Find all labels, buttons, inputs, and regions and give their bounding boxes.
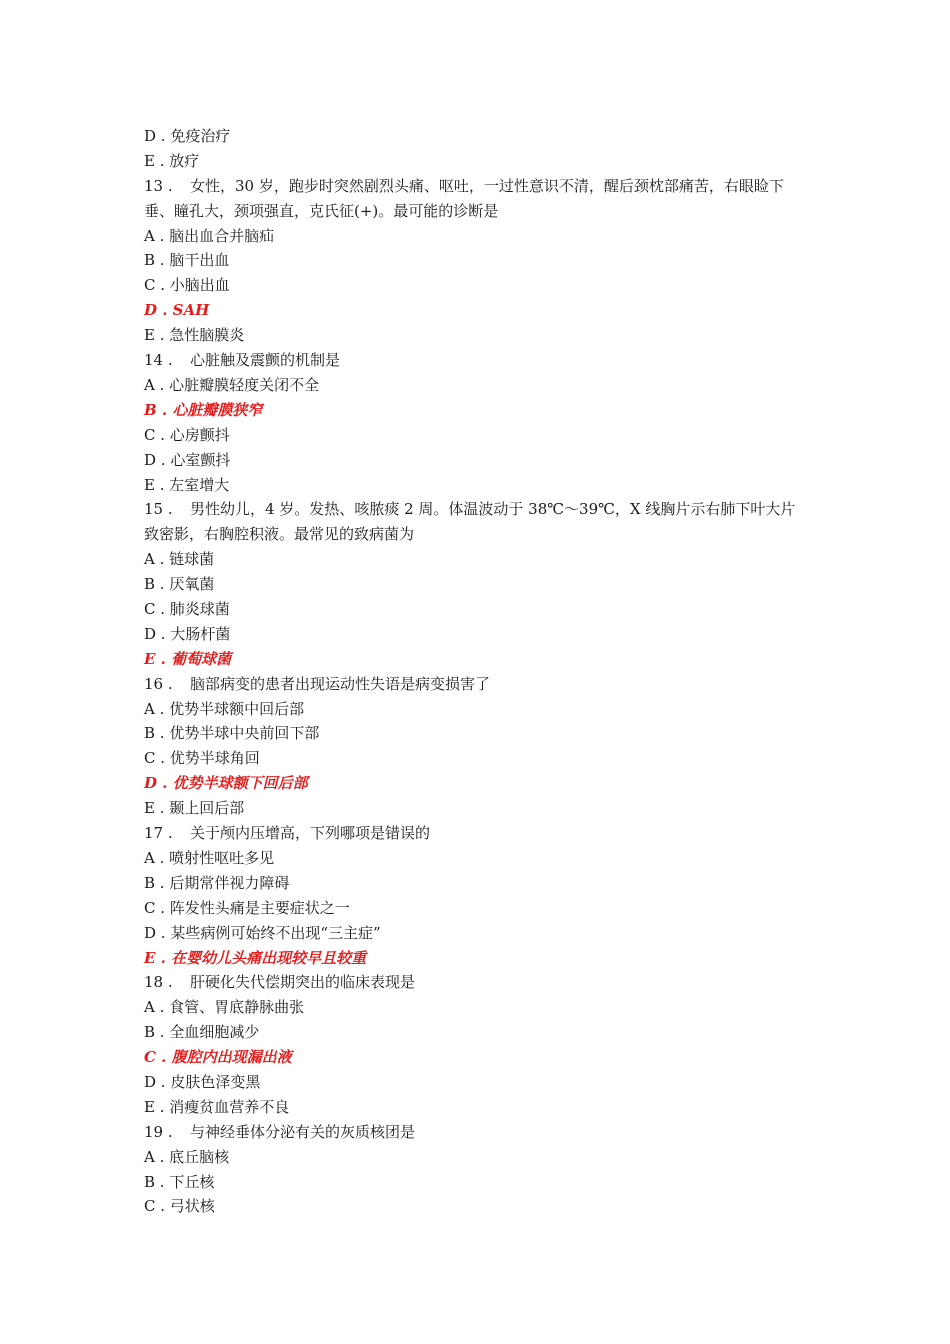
correct-answer-option: D . SAH [144,301,210,320]
answer-option: B . 厌氧菌 [144,575,215,594]
question-number: 17 . [144,824,173,843]
answer-option: C . 优势半球角回 [144,749,260,768]
answer-option: A . 底丘脑核 [144,1147,230,1166]
answer-option: B . 下丘核 [144,1172,215,1191]
question-number: 18 . [144,973,173,992]
answer-option: A . 心脏瓣膜轻度关闭不全 [144,375,320,394]
question-stem [144,970,808,995]
answer-option: A . 脑出血合并脑疝 [144,226,275,245]
question-stem [144,348,808,373]
answer-option: D . 某些病例可始终不出现“三主症” [144,923,381,942]
question-stem [144,821,808,846]
answer-option: D . 大肠杆菌 [144,624,231,643]
question-stem [144,497,808,547]
answer-option: C . 小脑出血 [144,276,230,295]
correct-answer-option: C . 腹腔内出现漏出液 [144,1048,292,1067]
correct-answer-option: E . 在婴幼儿头痛出现较早且较重 [144,948,367,967]
question-number: 16 . [144,674,173,693]
question-text: 关于颅内压增高，下列哪项是错误的 [190,824,431,843]
answer-option: B . 后期常伴视力障碍 [144,873,290,892]
answer-option: E . 急性脑膜炎 [144,326,245,345]
correct-answer-option: B . 心脏瓣膜狭窄 [144,400,263,419]
answer-option: A . 喷射性呕吐多见 [144,848,275,867]
answer-option: E . 放疗 [144,151,200,170]
question-text: 脑部病变的患者出现运动性失语是病变损害了 [190,674,491,693]
question-number: 19 . [144,1122,173,1141]
answer-option: A . 食管、胃底静脉曲张 [144,998,305,1017]
answer-option: D . 免疫治疗 [144,127,231,145]
question-number: 13 . [144,176,173,195]
answer-option: B . 全血细胞减少 [144,1023,260,1042]
correct-answer-option: D . 优势半球额下回后部 [144,774,308,793]
answer-option: D . 心室颤抖 [144,450,231,469]
answer-option: C . 肺炎球菌 [144,600,230,618]
correct-answer-option: E . 葡萄球菌 [144,649,232,668]
question-text: 男性幼儿，4 岁。发热、咳脓痰 2 周。体温波动于 38℃～39℃，X 线胸片示右肺下叶大片致密影，右胸腔积液。最常见的致病菌为 [144,500,796,544]
answer-option: E . 左室增大 [144,475,230,494]
question-text: 心脏触及震颤的机制是 [190,351,341,370]
question-number: 14 . [144,351,173,370]
question-number: 15 . [144,500,173,519]
answer-option: E . 颞上回后部 [144,799,245,818]
question-text: 与神经垂体分泌有关的灰质核团是 [190,1122,416,1141]
question-stem [144,672,808,697]
answer-option: D . 皮肤色泽变黑 [144,1072,261,1091]
answer-option: C . 阵发性头痛是主要症状之一 [144,898,350,917]
answer-option: A . 优势半球额中回后部 [144,699,305,718]
answer-option: C . 心房颤抖 [144,425,230,444]
question-list [144,124,808,1219]
answer-option: A . 链球菌 [144,550,215,569]
answer-option: C . 弓状核 [144,1197,215,1216]
question-text: 女性，30 岁，跑步时突然剧烈头痛、呕吐，一过性意识不清，醒后颈枕部痛苦，右眼睑下垂、瞳孔大，颈项强直，克氏征(+)。最可能的诊断是 [144,176,784,220]
answer-option: B . 优势半球中央前回下部 [144,724,320,743]
answer-option: B . 脑干出血 [144,251,230,270]
question-text: 肝硬化失代偿期突出的临床表现是 [190,973,416,992]
answer-option: E . 消瘦贫血营养不良 [144,1097,290,1116]
question-stem [144,174,808,224]
question-stem [144,1120,808,1145]
